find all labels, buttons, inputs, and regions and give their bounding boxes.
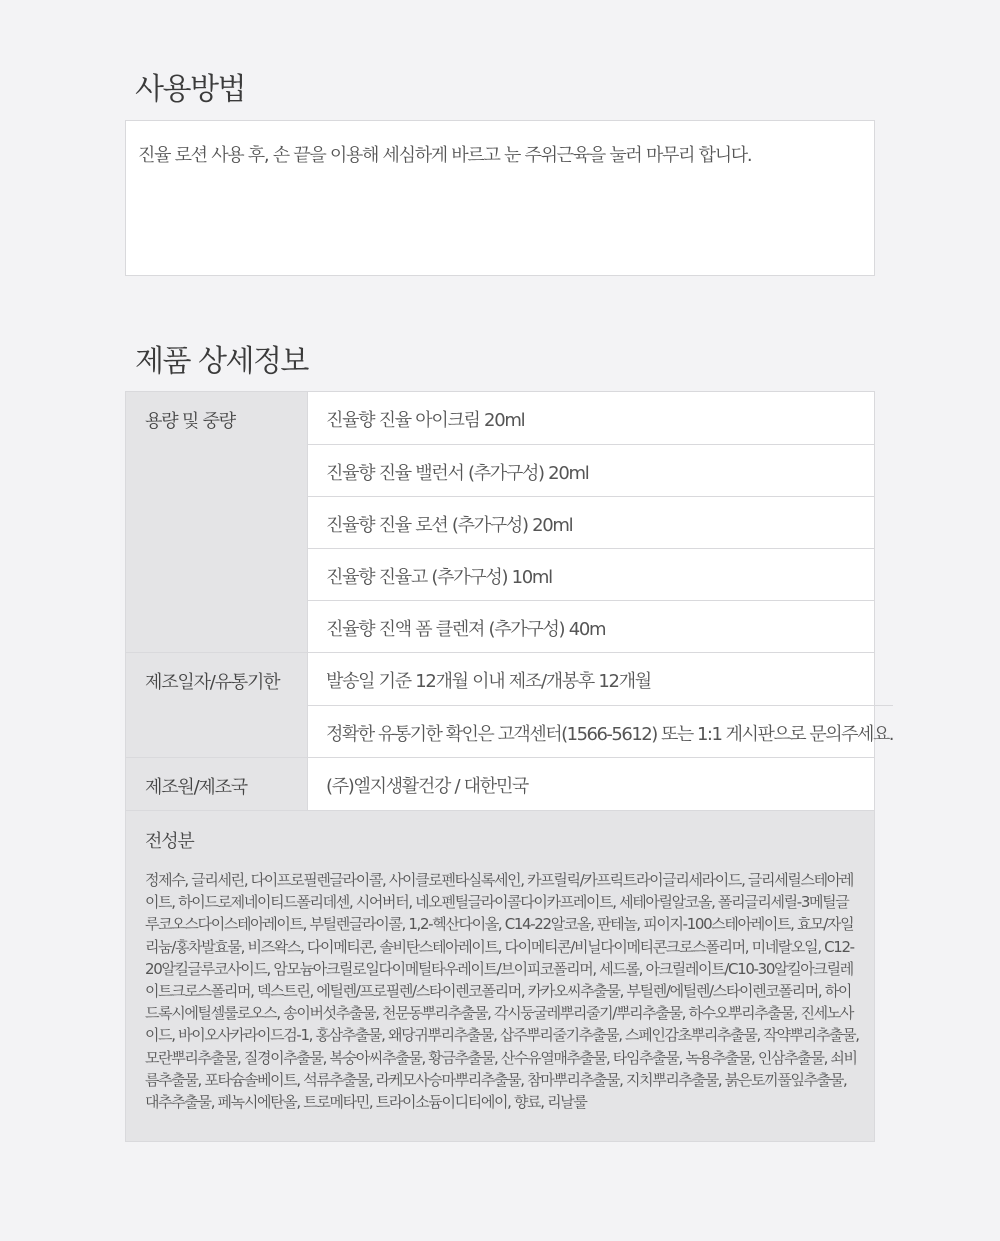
usage-title: 사용방법 xyxy=(135,72,245,107)
volume-value: 진율향 진액 폼 클렌져 (추가구성) 40m xyxy=(308,600,874,652)
expiry-value: 발송일 기준 12개월 이내 제조/개봉후 12개월 xyxy=(326,671,651,692)
expiry-label: 제조일자/유통기한 xyxy=(126,653,308,757)
maker-label: 제조원/제조국 xyxy=(126,758,308,810)
expiry-row xyxy=(126,652,893,757)
volume-label: 용량 및 중량 xyxy=(126,392,308,652)
volume-value: 진율향 진율 로션 (추가구성) 20ml xyxy=(308,496,874,548)
expiry-values xyxy=(308,653,893,757)
maker-value: (주)엘지생활건강 / 대한민국 xyxy=(326,776,529,797)
usage-box xyxy=(125,120,875,276)
volume-row xyxy=(126,392,874,652)
ingredients-label: 전성분 xyxy=(145,831,194,852)
ingredients-section xyxy=(126,810,874,1141)
volume-value: 진율향 진율 아이크림 20ml xyxy=(326,410,525,431)
volume-values xyxy=(308,392,874,652)
volume-value: 진율향 진율 밸런서 (추가구성) 20ml xyxy=(308,444,874,496)
expiry-value: 정확한 유통기한 확인은 고객센터(1566-5612) 또는 1:1 게시판으로 문의주세요. xyxy=(308,705,893,757)
ingredients-text: 정제수, 글리세린, 다이프로필렌글라이콜, 사이클로펜타실록세인, 카프릴릭/카프릭트라이글리세라이드, 글리세릴스테아레이트, 하이드로제네이티드폴리데센, 시어버터, 네오펜틸글라이콜다이카프레이트, 세테아릴알코올, 폴리글리세릴-3메틸글루코오스다이스테아레이트, 부틸렌글라이콜, 1,2-헥산다이올, C14-22알코올, 판테놀, 피이지-100스테아레이트, 효모/자일리눔/홍차발효물, 비즈왁스, 다이메티콘, 솔비탄스테아레이트, 다이메티콘/비닐다이메티콘크로스폴리머, 미네랄오일, C12-20알킬글루코사이드, 암모늄아크릴로일다이메틸타우레이트/브이피코폴리머, 세드롤, 아크릴레이트/C10-30알킬아크릴레이트크로스폴리머, 덱스트린, 에틸렌/프로필렌/스타이렌코폴리머, 카카오씨추출물, 부틸렌/에틸렌/스타이렌코폴리머, 하이드록시에틸셀룰로오스, 송이버섯추출물, 천문동뿌리추출물, 각시둥굴레뿌리줄기/뿌리추출물, 하수오뿌리추출물, 진세노사이드, 바이오사카라이드검-1, 홍삼추출물, 왜당귀뿌리추출물, 삽주뿌리줄기추출물, 스페인감초뿌리추출물, 작약뿌리추출물, 모란뿌리추출물, 질경이추출물, 복숭아씨추출물, 황금추출물, 산수유열매추출물, 타임추출물, 녹용추출물, 인삼추출물, 쇠비름추출물, 포타슘솔베이트, 석류추출물, 라케모사승마뿌리추출물, 참마뿌리추출물, 지치뿌리추출물, 붉은토끼풀잎추출물, 대추추출물, 페녹시에탄올, 트로메타민, 트라이소듐이디티에이, 향료, 리날룰 xyxy=(145,871,859,1112)
maker-values xyxy=(308,758,874,810)
usage-text: 진율 로션 사용 후, 손 끝을 이용해 세심하게 바르고 눈 주위근육을 눌러 마무리 합니다. xyxy=(138,145,752,166)
maker-row xyxy=(126,757,874,810)
volume-value: 진율향 진율고 (추가구성) 10ml xyxy=(308,548,874,600)
product-detail-table xyxy=(125,391,893,1142)
detail-title: 제품 상세정보 xyxy=(135,344,308,379)
